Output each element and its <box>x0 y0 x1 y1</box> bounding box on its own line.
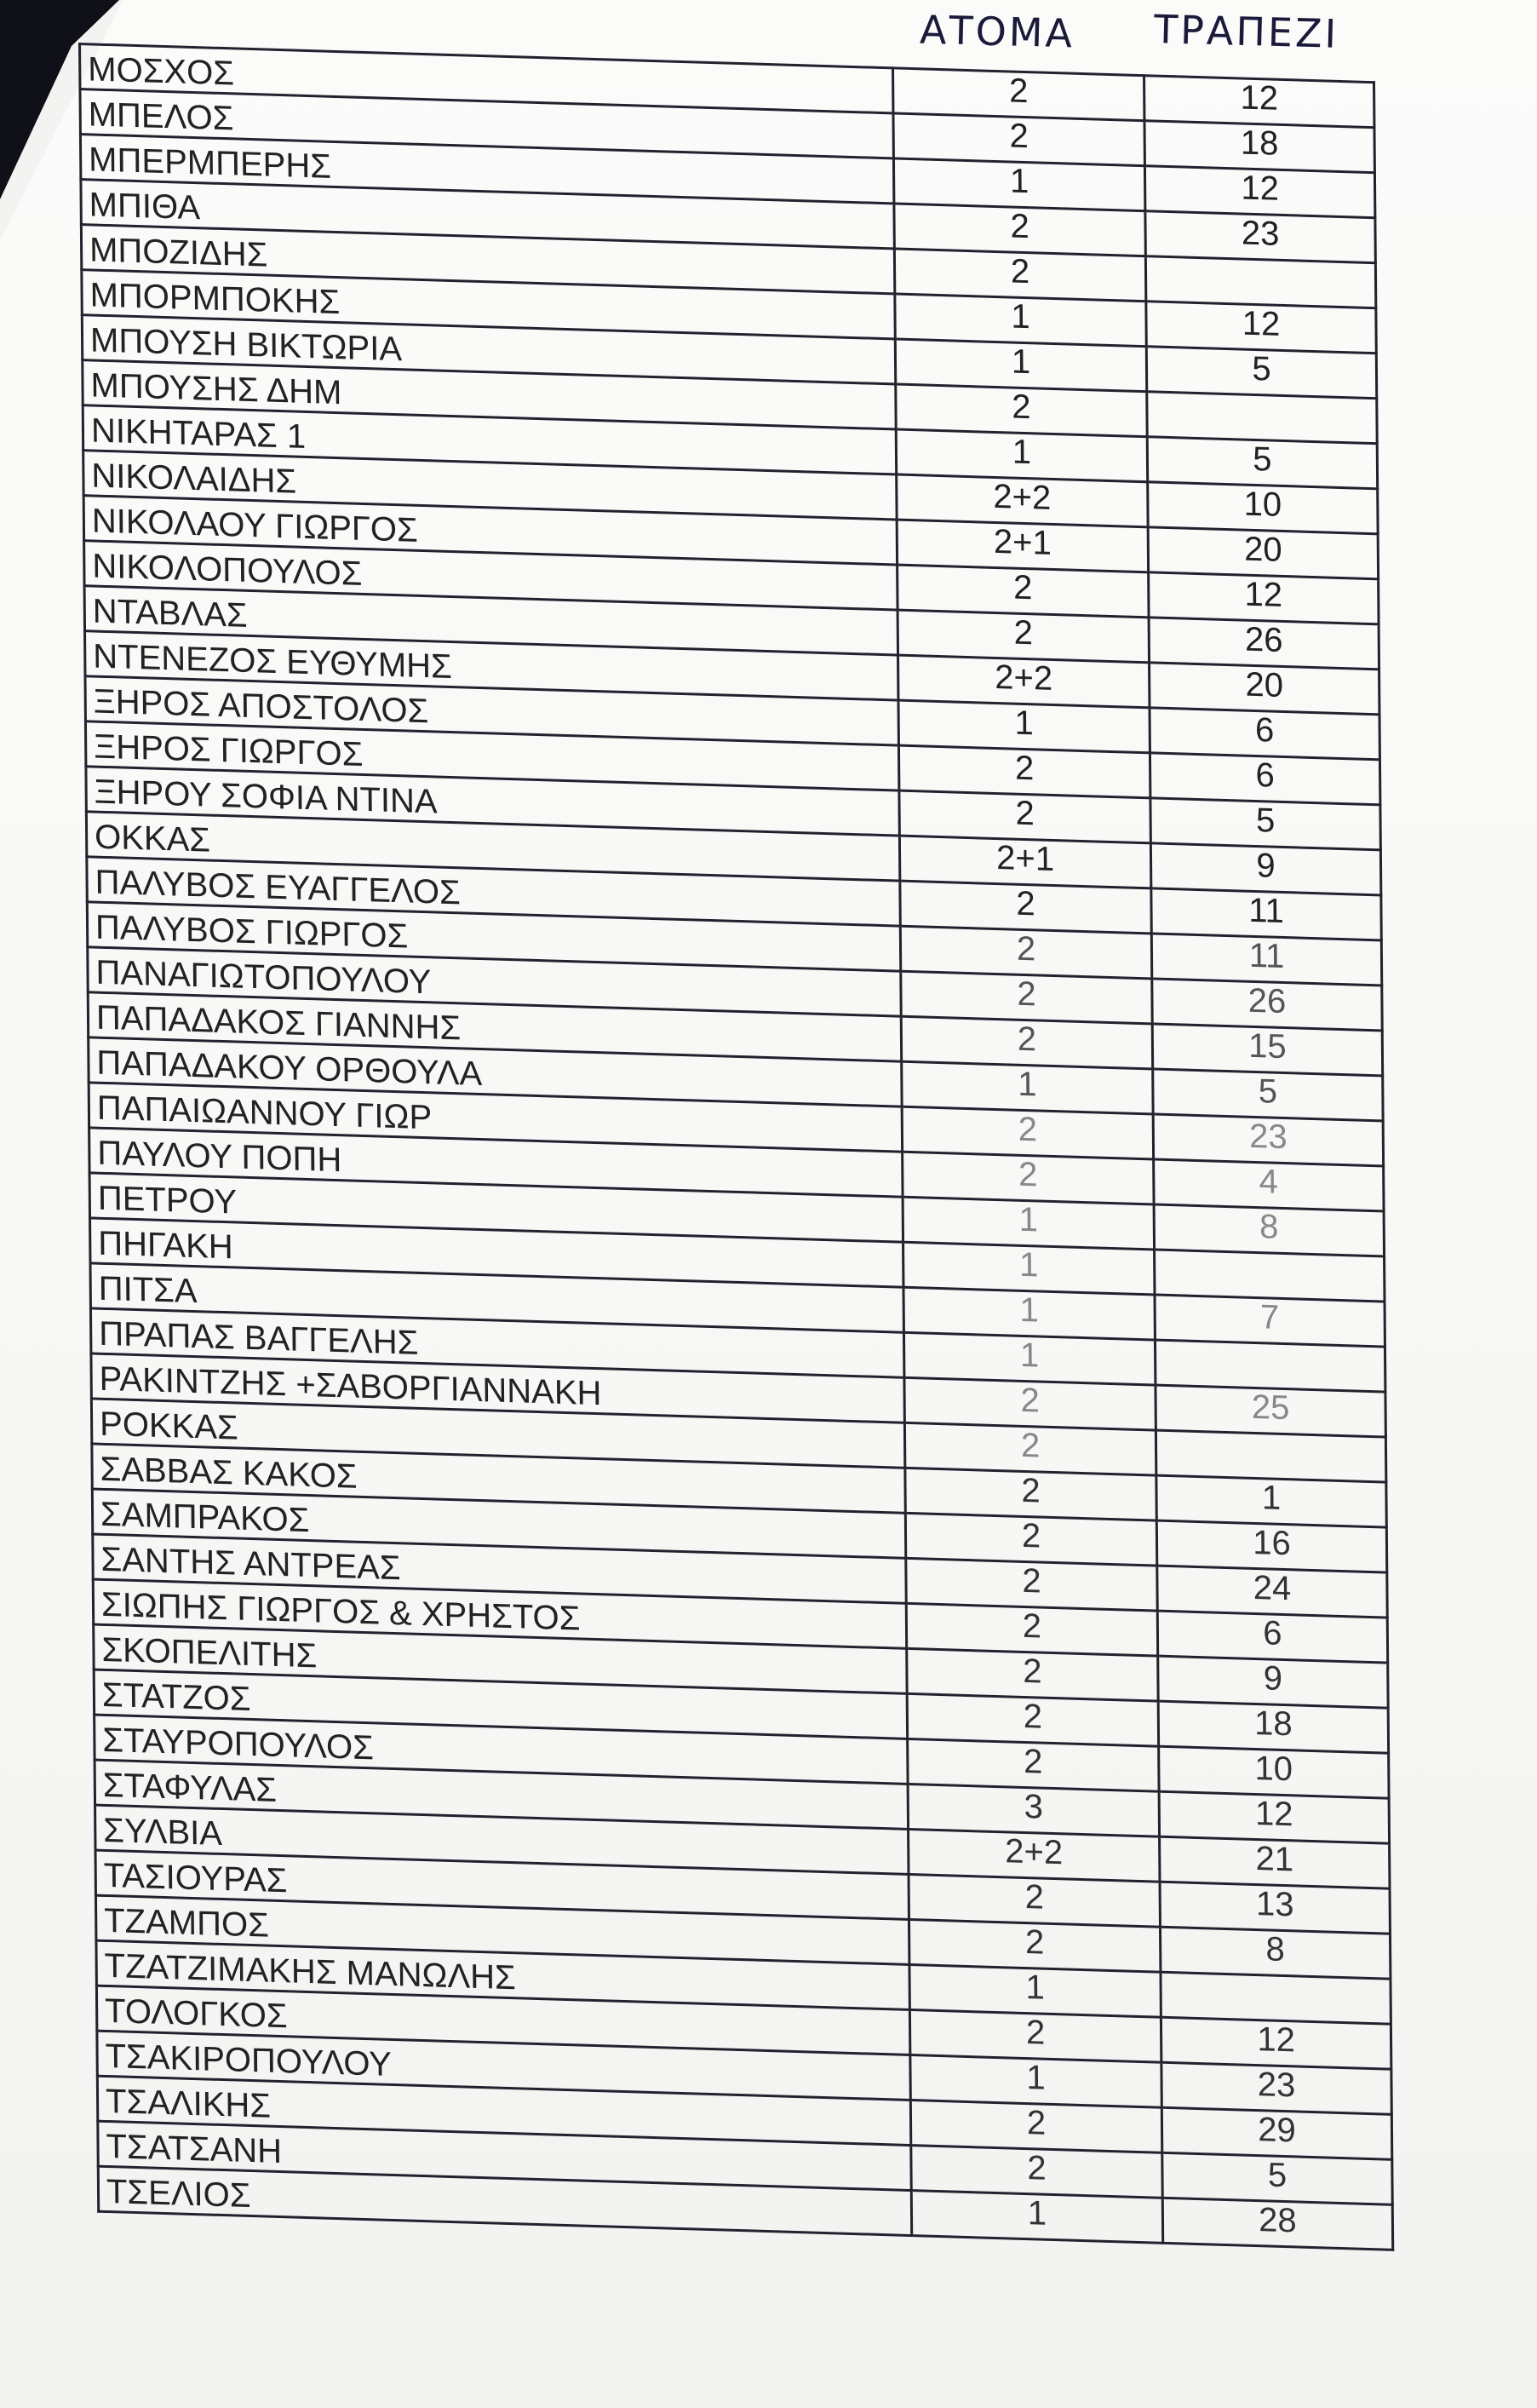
table-number-cell: 5 <box>1150 798 1380 850</box>
guest-name-cell: ΝΙΚΟΛΟΠΟΥΛΟΣ <box>84 541 898 610</box>
table-number-cell: 10 <box>1159 1746 1389 1798</box>
guest-name-cell: ΠΑΠΑΙΩΑΝΝΟΥ ΓΙΩΡ <box>89 1083 902 1152</box>
table-number-cell: 16 <box>1156 1520 1386 1572</box>
table-number-cell: 6 <box>1157 1611 1387 1663</box>
header-persons: ΑΤΟΜΑ <box>919 6 1075 57</box>
guest-name-cell: ΣΤΑΥΡΟΠΟΥΛΟΣ <box>95 1715 908 1784</box>
table-number-cell: 6 <box>1150 753 1379 805</box>
table-number-cell: 12 <box>1144 166 1374 218</box>
guest-list-table <box>78 43 1394 2251</box>
table-number-cell <box>1147 392 1377 444</box>
guest-name-cell: ΣΑΝΤΗΣ ΑΝΤΡΕΑΣ <box>93 1534 906 1603</box>
table-number-cell: 6 <box>1150 708 1379 760</box>
table-number-cell: 26 <box>1149 618 1379 670</box>
table-number-cell: 11 <box>1151 934 1381 986</box>
persons-cell: 2 <box>906 1603 1157 1656</box>
guest-name-cell: ΞΗΡΟΥ ΣΟΦΙΑ ΝΤΙΝΑ <box>86 767 899 836</box>
table-number-cell <box>1145 256 1375 308</box>
guest-name-cell: ΝΤΕΝΕΖΟΣ ΕΥΘΥΜΗΣ <box>85 631 898 700</box>
persons-cell: 2 <box>900 881 1151 934</box>
persons-cell: 2+1 <box>897 520 1148 572</box>
persons-cell: 2 <box>907 1693 1158 1746</box>
table-number-cell: 20 <box>1150 663 1379 715</box>
table-number-cell: 18 <box>1144 121 1374 173</box>
guest-name-cell: ΝΙΚΟΛΑΙΔΗΣ <box>83 451 897 520</box>
guest-name-cell: ΞΗΡΟΣ ΑΠΟΣΤΟΛΟΣ <box>85 676 898 745</box>
guest-name-cell: ΠΑΥΛΟΥ ΠΟΠΗ <box>89 1128 903 1197</box>
persons-cell: 2 <box>909 1919 1160 1972</box>
table-number-cell: 12 <box>1146 302 1376 353</box>
persons-cell: 2 <box>901 1016 1152 1069</box>
guest-name-cell: ΣΙΩΠΗΣ ΓΙΩΡΓΟΣ & ΧΡΗΣΤΟΣ <box>93 1579 906 1648</box>
table-number-cell: 12 <box>1149 572 1379 624</box>
persons-cell: 2 <box>902 1106 1153 1159</box>
table-number-cell: 12 <box>1144 76 1374 128</box>
table-number-cell: 5 <box>1153 1069 1383 1121</box>
guest-name-cell: ΡΟΚΚΑΣ <box>91 1399 904 1468</box>
persons-cell: 2 <box>893 68 1144 121</box>
table-number-cell: 23 <box>1153 1114 1383 1166</box>
persons-cell: 2+2 <box>909 1829 1160 1882</box>
guest-name-cell: ΜΠΕΛΟΣ <box>80 89 893 158</box>
guest-name-cell: ΤΣΑΚΙΡΟΠΟΥΛΟΥ <box>97 2031 910 2100</box>
table-number-cell: 5 <box>1147 437 1377 489</box>
guest-name-cell: ΤΣΑΛΙΚΗΣ <box>97 2076 910 2145</box>
table-number-cell: 12 <box>1159 1791 1389 1843</box>
guest-name-cell: ΤΖΑΤΖΙΜΑΚΗΣ ΜΑΝΩΛΗΣ <box>96 1940 909 2009</box>
guest-name-cell: ΝΙΚΗΤΑΡΑΣ 1 <box>83 405 896 474</box>
guest-name-cell: ΜΠΟΡΜΠΟΚΗΣ <box>82 270 895 339</box>
persons-cell: 2 <box>904 1422 1156 1475</box>
table-number-cell: 8 <box>1160 1927 1390 1979</box>
table-number-cell: 8 <box>1154 1204 1384 1256</box>
persons-cell: 2+2 <box>897 474 1148 527</box>
table-number-cell <box>1155 1340 1385 1392</box>
persons-cell: 1 <box>903 1287 1155 1340</box>
table-number-cell: 10 <box>1148 482 1378 534</box>
persons-cell: 2 <box>911 2146 1162 2198</box>
persons-cell: 1 <box>895 339 1146 392</box>
table-number-cell: 11 <box>1151 888 1381 940</box>
guest-name-cell: ΠΑΝΑΓΙΩΤΟΠΟΥΛΟΥ <box>88 947 901 1016</box>
persons-cell: 2+2 <box>898 655 1150 708</box>
guest-name-cell: ΠΙΤΣΑ <box>90 1263 903 1332</box>
table-number-cell: 4 <box>1154 1159 1384 1211</box>
persons-cell: 2 <box>907 1648 1158 1701</box>
table-number-cell: 23 <box>1145 211 1375 263</box>
persons-cell: 1 <box>896 429 1147 482</box>
guest-name-cell: ΟΚΚΑΣ <box>86 812 899 881</box>
persons-cell: 2 <box>903 1152 1154 1204</box>
guest-name-cell: ΣΚΟΠΕΛΙΤΗΣ <box>94 1624 907 1693</box>
table-number-cell: 5 <box>1162 2152 1392 2204</box>
table-number-cell: 24 <box>1157 1566 1387 1618</box>
guest-name-cell: ΣΑΜΠΡΑΚΟΣ <box>92 1489 905 1558</box>
persons-cell: 2 <box>908 1738 1159 1791</box>
table-number-cell: 26 <box>1152 979 1382 1031</box>
persons-cell: 2 <box>894 204 1145 256</box>
table-number-cell: 12 <box>1161 2017 1391 2069</box>
persons-cell: 1 <box>902 1061 1153 1114</box>
persons-cell: 1 <box>910 2055 1161 2107</box>
guest-name-cell: ΠΑΠΑΔΑΚΟΣ ΓΙΑΝΝΗΣ <box>88 992 901 1061</box>
guest-name-cell: ΜΠΟΥΣΗΣ ΔΗΜ <box>83 360 896 429</box>
table-number-cell: 7 <box>1155 1295 1385 1347</box>
table-number-cell: 29 <box>1161 2107 1391 2159</box>
persons-cell: 2 <box>909 2009 1161 2062</box>
persons-cell: 1 <box>903 1332 1155 1385</box>
persons-cell: 1 <box>909 1964 1161 2017</box>
persons-cell: 2 <box>898 565 1149 618</box>
table-number-cell: 15 <box>1152 1024 1382 1076</box>
persons-cell: 1 <box>903 1242 1155 1295</box>
persons-cell: 2 <box>906 1558 1157 1611</box>
guest-name-cell: ΤΖΑΜΠΟΣ <box>95 1895 909 1964</box>
table-number-cell: 1 <box>1156 1475 1386 1527</box>
guest-name-cell: ΜΟΣΧΟΣ <box>80 44 893 113</box>
persons-cell: 2+1 <box>899 836 1150 888</box>
guest-name-cell: ΣΑΒΒΑΣ ΚΑΚΟΣ <box>92 1444 905 1513</box>
guest-name-cell: ΣΤΑΦΥΛΑΣ <box>95 1760 908 1829</box>
guest-name-cell: ΠΕΤΡΟΥ <box>89 1173 903 1242</box>
guest-name-cell: ΤΑΣΙΟΥΡΑΣ <box>95 1850 909 1919</box>
persons-cell: 1 <box>895 294 1146 347</box>
guest-name-cell: ΜΠΙΘΑ <box>81 180 894 249</box>
header-table: ΤΡΑΠΕΖΙ <box>1153 6 1339 57</box>
persons-cell: 3 <box>908 1784 1159 1836</box>
table-number-cell: 23 <box>1161 2062 1391 2114</box>
persons-cell: 2 <box>905 1468 1156 1520</box>
guest-name-cell: ΝΤΑΒΛΑΣ <box>84 586 898 655</box>
persons-cell: 2 <box>898 745 1150 798</box>
persons-cell: 2 <box>893 113 1144 166</box>
persons-cell: 2 <box>894 249 1145 302</box>
guest-name-cell: ΠΗΓΑΚΗ <box>90 1218 903 1287</box>
guest-name-cell: ΤΣΑΤΣΑΝΗ <box>98 2121 911 2190</box>
table-number-cell: 20 <box>1148 527 1378 579</box>
persons-cell: 2 <box>905 1513 1156 1566</box>
persons-cell: 2 <box>909 1874 1160 1927</box>
persons-cell: 2 <box>899 790 1150 843</box>
guest-name-cell: ΤΟΛΟΓΚΟΣ <box>96 1986 909 2055</box>
table-number-cell: 5 <box>1146 347 1376 399</box>
guest-name-cell: ΝΙΚΟΛΑΟΥ ΓΙΩΡΓΟΣ <box>83 496 897 565</box>
persons-cell: 1 <box>911 2191 1162 2244</box>
guest-name-cell: ΠΑΛΥΒΟΣ ΓΙΩΡΓΟΣ <box>87 902 900 971</box>
guest-name-cell: ΜΠΟΖΙΔΗΣ <box>81 225 894 294</box>
persons-cell: 1 <box>893 158 1144 211</box>
persons-cell: 2 <box>901 971 1152 1024</box>
persons-cell: 1 <box>903 1197 1154 1250</box>
persons-cell: 1 <box>898 700 1150 753</box>
guest-name-cell: ΞΗΡΟΣ ΓΙΩΡΓΟΣ <box>85 721 898 790</box>
table-number-cell <box>1155 1250 1385 1302</box>
persons-cell: 2 <box>910 2101 1161 2153</box>
table-number-cell: 25 <box>1156 1385 1385 1437</box>
guest-name-cell: ΠΡΑΠΑΣ ΒΑΓΓΕΛΗΣ <box>90 1308 903 1377</box>
guest-name-cell: ΣΥΛΒΙΑ <box>95 1805 909 1874</box>
guest-name-cell: ΜΠΕΡΜΠΕΡΗΣ <box>80 135 893 204</box>
table-number-cell: 28 <box>1162 2198 1392 2250</box>
table-number-cell: 9 <box>1150 843 1380 895</box>
table-number-cell: 18 <box>1158 1701 1388 1753</box>
persons-cell: 2 <box>898 610 1149 663</box>
guest-name-cell: ΣΤΑΤΖΟΣ <box>94 1670 907 1738</box>
persons-cell: 2 <box>904 1377 1156 1430</box>
guest-name-cell: ΠΑΛΥΒΟΣ ΕΥΑΓΓΕΛΟΣ <box>87 857 900 926</box>
persons-cell: 2 <box>896 384 1147 437</box>
table-number-cell: 9 <box>1158 1656 1388 1708</box>
persons-cell: 2 <box>900 926 1151 979</box>
table-number-cell: 21 <box>1160 1836 1390 1888</box>
guest-name-cell: ΜΠΟΥΣΗ ΒΙΚΤΩΡΙΑ <box>82 315 895 384</box>
table-number-cell <box>1161 1972 1391 2024</box>
table-number-cell <box>1156 1430 1385 1482</box>
guest-name-cell: ΡΑΚΙΝΤΖΗΣ +ΣΑΒΟΡΓΙΑΝΝΑΚΗ <box>91 1353 904 1422</box>
table-number-cell: 13 <box>1160 1882 1390 1934</box>
guest-name-cell: ΤΣΕΛΙΟΣ <box>98 2166 911 2235</box>
guest-name-cell: ΠΑΠΑΔΑΚΟΥ ΟΡΘΟΥΛΑ <box>89 1037 902 1106</box>
